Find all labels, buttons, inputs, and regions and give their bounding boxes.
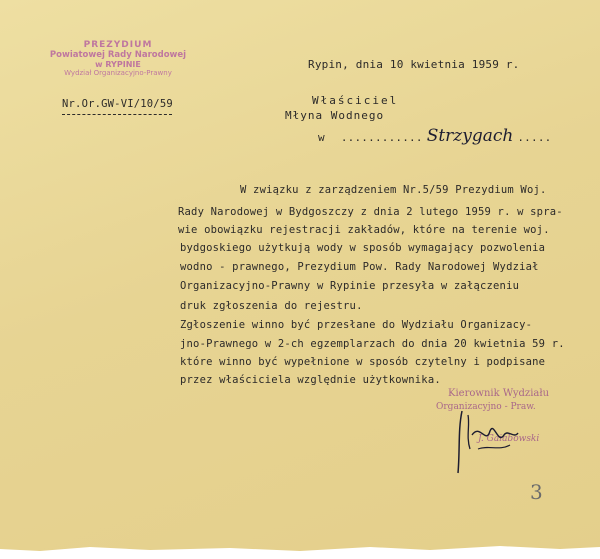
stamp-line-4: Wydział Organizacyjno-Prawny [64, 69, 172, 77]
office-stamp [38, 40, 198, 77]
body-line-5: wodno - prawnego, Prezydium Pow. Rady Narodowej Wydział [180, 261, 539, 273]
signature-stamp-line-1: Kierownik Wydziału [448, 388, 550, 399]
recipient-dots-before: ............ [340, 131, 423, 144]
reference-underline [62, 114, 172, 115]
body-line-7: druk zgłoszenia do rejestru. [180, 300, 363, 312]
handwritten-signature [448, 405, 528, 480]
body-line-6: Organizacyjno-Prawny w Rypinie przesyła w załączeniu [180, 280, 520, 292]
body-line-9: jno-Prawnego w 2-ch egzemplarzach do dnia 20 kwietnia 59 r. [180, 338, 565, 350]
body-line-4: bydgoskiego użytkują wody w sposób wymagający pozwolenia [180, 242, 546, 254]
recipient-dots-after: ..... [517, 131, 552, 144]
body-line-1: W związku z zarządzeniem Nr.5/59 Prezydium Woj. [240, 184, 547, 196]
place-and-date: Rypin, dnia 10 kwietnia 1959 r. [308, 58, 520, 71]
signature-stamp-line-2: Organizacyjno - Praw. [436, 402, 536, 412]
body-line-2: Rady Narodowej w Bydgoszczy z dnia 2 lutego 1959 r. w spra- [178, 206, 563, 218]
stamp-line-3: w RYPINIE [95, 60, 141, 69]
stamp-line-1: PREZYDIUM [83, 40, 153, 50]
body-line-11: przez właściciela względnie użytkownika. [180, 374, 441, 386]
recipient-place: Strzygach [426, 126, 514, 146]
reference-number: Nr.Or.GW-VI/10/59 [62, 98, 173, 110]
signature-stamp-line-3: J. Gaiabowski [478, 434, 540, 444]
body-line-10: które winno być wypełnione w sposób czytelny i podpisane [180, 356, 546, 368]
stamp-line-2: Powiatowej Rady Narodowej [49, 50, 187, 60]
pencil-mark: 3 [530, 480, 543, 504]
recipient-line-2: Młyna Wodnego [285, 109, 385, 122]
recipient-prefix: w [318, 131, 325, 144]
torn-edge [0, 537, 600, 559]
body-line-3: wie obowiązku rejestracji zakładów, które na terenie woj. [178, 224, 550, 236]
recipient-address-line [318, 126, 551, 146]
recipient-line-1: Właściciel [312, 94, 399, 107]
body-line-8: Zgłoszenie winno być przesłane do Wydziału Organizacy- [180, 319, 533, 331]
